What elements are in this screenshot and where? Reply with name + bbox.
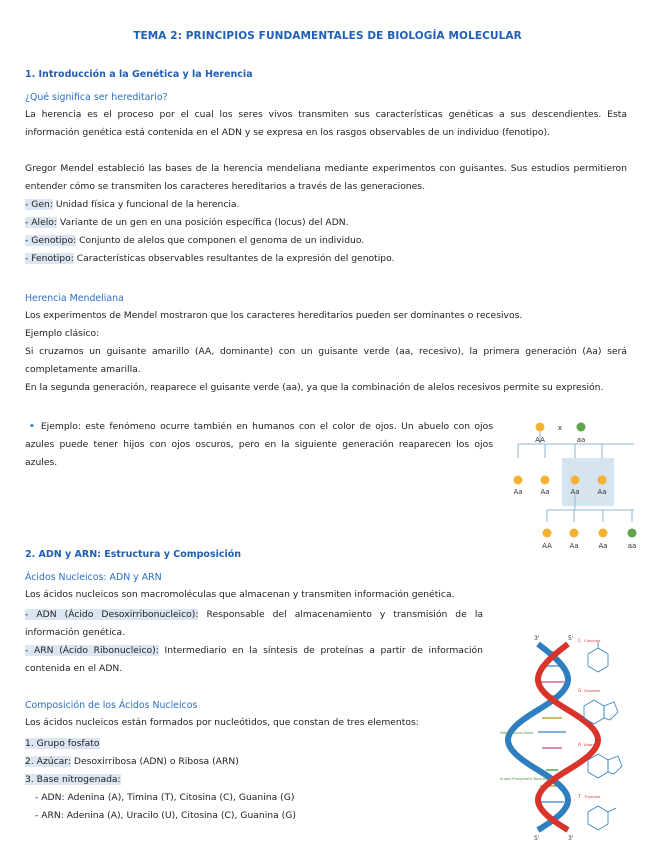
list-item: 1. Grupo fosfato [25,738,100,749]
f1-genotype: Aa [597,488,607,496]
arn-definition: - ARN (Ácido Ribonucleico): Intermediario en la síntesis de proteínas a partir de información contenida en el ADN. [25,645,483,674]
definition-item [25,196,627,214]
dna-figure [498,630,648,842]
page-title: TEMA 2: PRINCIPIOS FUNDAMENTALES DE BIOLOGÍA MOLECULAR [133,30,522,42]
definition-term: - ADN (Ácido Desoxirribonucleico): [25,609,199,620]
f2-genotype: aa [627,542,637,550]
nucleic-acids-heading: Ácidos Nucleicos: ADN y ARN [25,572,162,583]
base-name: Guanine [584,688,600,693]
bullet-icon: • [29,421,35,432]
mendel-paragraph-2: Ejemplo clásico: [25,328,100,339]
base-name: Thymine [584,794,601,799]
composition-heading: Composición de los Ácidos Nucleicos [25,700,198,711]
thymine-structure-icon [588,806,616,830]
cross-symbol: x [557,424,563,432]
definition-term: - ARN (Ácido Ribonucleico): [25,645,159,656]
pea-green-icon [577,423,586,432]
adenine-structure-icon [588,754,622,778]
inheritance-diagram [497,414,645,552]
composition-paragraph: Los ácidos nucleicos están formados por nucleótidos, que constan de tres elementos: [25,717,419,728]
f1-genotype: Aa [513,488,523,496]
section1-heading: 1. Introducción a la Genética y la Herencia [25,69,253,80]
f2-genotype: AA [542,542,552,550]
definition-item [25,250,627,268]
list-item: - ADN: Adenina (A), Timina (T), Citosina (C), Guanina (G) [35,792,295,803]
nucleic-acids-paragraph: Los ácidos nucleicos son macromoléculas que almacenan y transmiten información genética. [25,589,455,600]
pea-yellow-icon [599,529,608,538]
mendel-paragraph-1: Los experimentos de Mendel mostraron que los caracteres hereditarios pueden ser dominantes o recesivos. [25,310,523,321]
parent-genotype: aa [576,436,586,444]
svg-text:3': 3' [568,835,574,842]
parent-genotype: AA [535,436,545,444]
pea-yellow-icon [543,529,552,538]
definition-item [25,214,627,232]
definition-item [25,232,627,250]
base-letter: C [578,639,582,644]
list-item: 3. Base nitrogenada: [25,774,121,785]
mendel-paragraph-3: Si cruzamos un guisante amarillo (AA, dominante) con un guisante verde (aa, recesivo), la primera generación (Aa) será completamente amarilla. [25,346,627,375]
definition-text: Características observables resultantes de la expresión del genotipo. [73,253,395,264]
mendel-intro-paragraph: Gregor Mendel estableció las bases de la herencia mendeliana mediante experimentos con guisantes. Sus estudios permitieron entender cómo se transmiten los caracteres hereditarios a través de las generaciones. [25,163,627,192]
pea-yellow-icon [598,476,607,485]
cytosine-structure-icon [588,642,608,672]
pea-green-icon [628,529,637,538]
base-letter: G [578,689,582,694]
base-name: Cytosine [584,638,601,643]
definition-term: - Fenotipo: [25,253,74,264]
definition-text: Conjunto de alelos que componen el genoma de un individuo. [76,235,365,246]
f2-genotype: Aa [569,542,579,550]
definition-text: Unidad física y funcional de la herencia. [52,199,240,210]
svg-text:5': 5' [534,835,540,842]
f1-genotype: Aa [540,488,550,496]
dna-side-label: Sugar-Phosphate Backbone [500,776,553,781]
definition-term: - Genotipo: [25,235,77,246]
definition-term: - Alelo: [25,217,57,228]
pea-yellow-icon [570,529,579,538]
list-item: 2. Azúcar: Desoxirribosa (ADN) o Ribosa (ARN) [25,756,239,767]
svg-text:3': 3' [534,635,540,642]
pea-yellow-icon [571,476,580,485]
eye-color-example: • Ejemplo: este fenómeno ocurre también en humanos con el color de ojos. Un abuelo con ojos azules puede tener hijos con ojos oscuros, pero en la siguiente generación reaparecen los ojos azules. [25,421,493,468]
base-letter: A [578,743,582,748]
component-list [25,735,495,825]
f2-genotype: Aa [598,542,608,550]
pea-yellow-icon [541,476,550,485]
base-letter: T [578,795,581,800]
intro-paragraph: La herencia es el proceso por el cual los seres vivos transmiten sus características genéticas a sus descendientes. Esta información genética está contenida en el ADN y se expresa en los rasgos observables de un individuo (fenotipo). [25,109,627,138]
f1-genotype: Aa [570,488,580,496]
pea-yellow-icon [536,423,545,432]
section2-heading: 2. ADN y ARN: Estructura y Composición [25,549,242,560]
definition-text: Variante de un gen en una posición específica (locus) del ADN. [57,217,349,228]
pea-yellow-icon [514,476,523,485]
mendel-paragraph-4: En la segunda generación, reaparece el guisante verde (aa), ya que la combinación de alelos recesivos permite su expresión. [25,382,604,393]
definition-list [25,196,627,268]
svg-text:5': 5' [568,635,574,642]
mendelian-heading: Herencia Mendeliana [25,293,124,304]
highlight-box [562,458,614,506]
list-item: - ARN: Adenina (A), Uracilo (U), Citosina (C), Guanina (G) [35,810,296,821]
hereditary-question-heading: ¿Qué significa ser hereditario? [25,92,168,103]
adn-definition: - ADN (Ácido Desoxirribonucleico): Responsable del almacenamiento y transmisión de la información genética. [25,609,484,638]
base-name: Adenine [584,742,600,747]
guanine-structure-icon [584,700,618,724]
definition-term: - Gen: [25,199,53,210]
dna-side-label: Nitrogenous Base [500,730,534,735]
